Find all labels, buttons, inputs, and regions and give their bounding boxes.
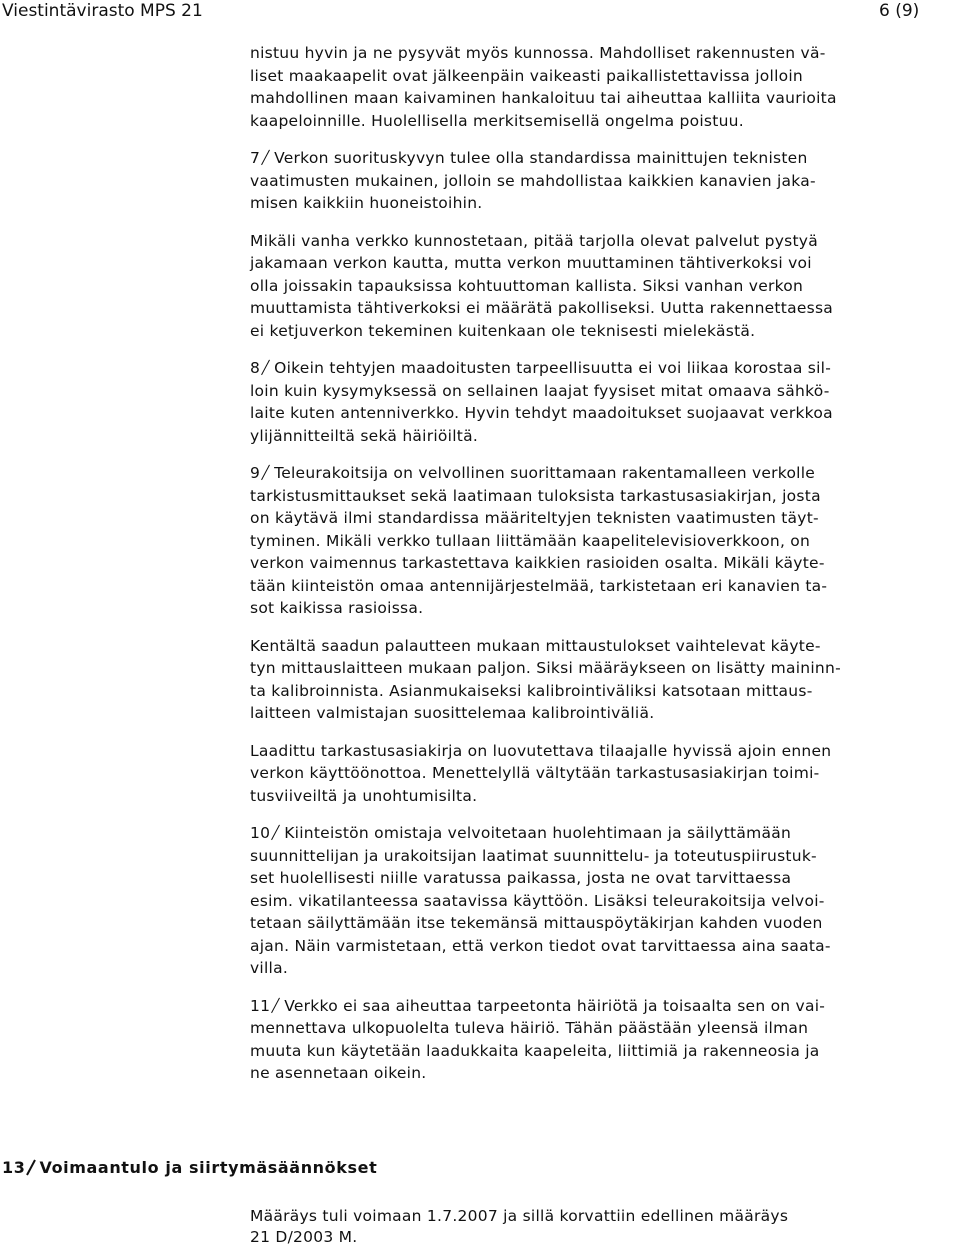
paragraph: [250, 462, 930, 620]
text-line: [250, 1040, 930, 1063]
line-text: tarkistusmittaukset sekä laatimaan tuloksista tarkastusasiakirjan, josta: [250, 487, 821, 505]
text-line: [250, 995, 930, 1018]
line-text: muuttamista tähtiverkoksi ei määrätä pakolliseksi. Uutta rakennettaessa: [250, 299, 833, 317]
text-line: [250, 380, 930, 403]
line-text: ei ketjuverkon tekeminen kuitenkaan ole teknisesti mielekästä.: [250, 322, 755, 340]
line-text: on käytävä ilmi standardissa määriteltyjen teknisten vaatimusten täyt-: [250, 509, 819, 527]
text-line: [250, 740, 930, 763]
text-line: [250, 575, 930, 598]
line-text: ylijännitteiltä sekä häiriöiltä.: [250, 427, 478, 445]
text-line: [250, 680, 930, 703]
line-text: verkon käyttöönottoa. Menettelyllä vältytään tarkastusasiakirjan toimi-: [250, 764, 819, 782]
paragraph-number: 11: [250, 997, 270, 1015]
line-text: Kiinteistön omistaja velvoitetaan huolehtimaan ja säilyttämään: [284, 824, 791, 842]
line-text: kaapeloinnille. Huolellisella merkitsemisellä ongelma poistuu.: [250, 112, 744, 130]
paragraph-number: 9: [250, 464, 260, 482]
text-line: [250, 635, 930, 658]
line-text: laite kuten antenniverkko. Hyvin tehdyt maadoitukset suojaavat verkkoa: [250, 404, 833, 422]
section-sign-icon: [261, 149, 270, 165]
text-line: [250, 462, 930, 485]
line-text: ta kalibroinnista. Asianmukaiseksi kalibrointiväliksi katsotaan mittaus-: [250, 682, 813, 700]
text-line: [250, 402, 930, 425]
section-sign-icon: [261, 464, 270, 480]
text-line: [250, 785, 930, 808]
line-text: mahdollinen maan kaivaminen hankaloituu tai aiheuttaa kalliita vaurioita: [250, 89, 837, 107]
text-line: [250, 507, 930, 530]
section-title: Voimaantulo ja siirtymäsäännökset: [39, 1158, 377, 1177]
text-line: Määräys tuli voimaan 1.7.2007 ja sillä korvattiin edellinen määräys: [250, 1206, 930, 1227]
text-line: [250, 252, 930, 275]
line-text: Oikein tehtyjen maadoitusten tarpeellisuutta ei voi liikaa korostaa sil-: [274, 359, 831, 377]
line-text: tusviiveiltä ja unohtumisilta.: [250, 787, 477, 805]
page-number: 6 (9): [879, 0, 919, 22]
text-line: [250, 912, 930, 935]
section-sign-icon: [271, 824, 280, 840]
text-line: [250, 147, 930, 170]
text-line: [250, 42, 930, 65]
paragraph-number: 10: [250, 824, 270, 842]
paragraph: [250, 42, 930, 132]
text-line: [250, 87, 930, 110]
section-sign-icon: [261, 359, 270, 375]
text-line: [250, 170, 930, 193]
section-body: [250, 1206, 930, 1247]
text-line: [250, 935, 930, 958]
text-line: [250, 230, 930, 253]
text-line: [250, 597, 930, 620]
paragraph: [250, 740, 930, 808]
line-text: olla joissakin tapauksissa kohtuuttoman kallista. Siksi vanhan verkon: [250, 277, 803, 295]
line-text: Verkko ei saa aiheuttaa tarpeetonta häiriötä ja toisaalta sen on vai-: [284, 997, 825, 1015]
line-text: suunnittelijan ja urakoitsijan laatimat suunnittelu- ja toteutuspiirustuk-: [250, 847, 817, 865]
line-text: tään kiinteistön omaa antennijärjestelmää, tarkistetaan eri kanavien ta-: [250, 577, 827, 595]
page-header: [0, 0, 960, 30]
text-line: 21 D/2003 M.: [250, 1227, 930, 1247]
text-line: [250, 845, 930, 868]
text-line: [250, 320, 930, 343]
paragraph: [250, 357, 930, 447]
document-identifier: Viestintävirasto MPS 21: [2, 0, 203, 22]
text-line: [250, 822, 930, 845]
line-text: mennettava ulkopuolelta tuleva häiriö. Tähän päästään yleensä ilman: [250, 1019, 808, 1037]
paragraph: [250, 635, 930, 725]
document-body: [250, 42, 930, 1100]
paragraph-number: 7: [250, 149, 260, 167]
text-line: [250, 1062, 930, 1085]
paragraph-number: 8: [250, 359, 260, 377]
paragraph: [250, 230, 930, 343]
line-text: Verkon suorituskyvyn tulee olla standardissa mainittujen teknisten: [274, 149, 807, 167]
text-line: [250, 762, 930, 785]
paragraph: [250, 995, 930, 1085]
text-line: [250, 957, 930, 980]
section-sign-icon: [26, 1159, 35, 1175]
line-text: ajan. Näin varmistetaan, että verkon tiedot ovat tarvittaessa aina saata-: [250, 937, 831, 955]
text-line: [250, 702, 930, 725]
line-text: laitteen valmistajan suosittelemaa kalibrointiväliä.: [250, 704, 654, 722]
text-line: [250, 192, 930, 215]
text-line: [250, 275, 930, 298]
text-line: [250, 890, 930, 913]
text-line: [250, 65, 930, 88]
line-text: nistuu hyvin ja ne pysyvät myös kunnossa. Mahdolliset rakennusten vä-: [250, 44, 826, 62]
paragraph: [250, 147, 930, 215]
text-line: [250, 1017, 930, 1040]
text-line: [250, 425, 930, 448]
text-line: [250, 552, 930, 575]
line-text: liset maakaapelit ovat jälkeenpäin vaikeasti paikallistettavissa jolloin: [250, 67, 803, 85]
line-text: villa.: [250, 959, 288, 977]
line-text: vaatimusten mukainen, jolloin se mahdollistaa kaikkien kanavien jaka-: [250, 172, 816, 190]
line-text: muuta kun käytetään laadukkaita kaapeleita, liittimiä ja rakenneosia ja: [250, 1042, 820, 1060]
line-text: Teleurakoitsija on velvollinen suorittamaan rakentamalleen verkolle: [274, 464, 815, 482]
text-line: [250, 657, 930, 680]
line-text: esim. vikatilanteessa saatavissa käyttöön. Lisäksi teleurakoitsija velvoi-: [250, 892, 825, 910]
line-text: verkon vaimennus tarkastettava kaikkien rasioiden osalta. Mikäli käyte-: [250, 554, 825, 572]
line-text: tetaan säilyttämään itse tekemänsä mittauspöytäkirjan kahden vuoden: [250, 914, 823, 932]
paragraph: [250, 822, 930, 980]
line-text: ne asennetaan oikein.: [250, 1064, 426, 1082]
line-text: misen kaikkiin huoneistoihin.: [250, 194, 482, 212]
line-text: tyn mittauslaitteen mukaan paljon. Siksi määräykseen on lisätty maininn-: [250, 659, 841, 677]
section-sign-icon: [271, 997, 280, 1013]
line-text: Mikäli vanha verkko kunnostetaan, pitää tarjolla olevat palvelut pystyä: [250, 232, 818, 250]
text-line: [250, 530, 930, 553]
text-line: [250, 485, 930, 508]
line-text: jakamaan verkon kautta, mutta verkon muuttaminen tähtiverkoksi voi: [250, 254, 812, 272]
section-heading: [2, 1157, 377, 1179]
line-text: set huolellisesti niille varatussa paikassa, josta ne ovat tarvittaessa: [250, 869, 791, 887]
line-text: sot kaikissa rasioissa.: [250, 599, 423, 617]
text-line: [250, 110, 930, 133]
line-text: Kentältä saadun palautteen mukaan mittaustulokset vaihtelevat käyte-: [250, 637, 821, 655]
text-line: [250, 867, 930, 890]
line-text: loin kuin kysymyksessä on sellainen laajat fyysiset mitat omaava sähkö-: [250, 382, 830, 400]
section-number: 13: [2, 1158, 25, 1177]
text-line: [250, 297, 930, 320]
line-text: Laadittu tarkastusasiakirja on luovutettava tilaajalle hyvissä ajoin ennen: [250, 742, 831, 760]
line-text: tyminen. Mikäli verkko tullaan liittämään kaapelitelevisioverkkoon, on: [250, 532, 810, 550]
text-line: [250, 357, 930, 380]
